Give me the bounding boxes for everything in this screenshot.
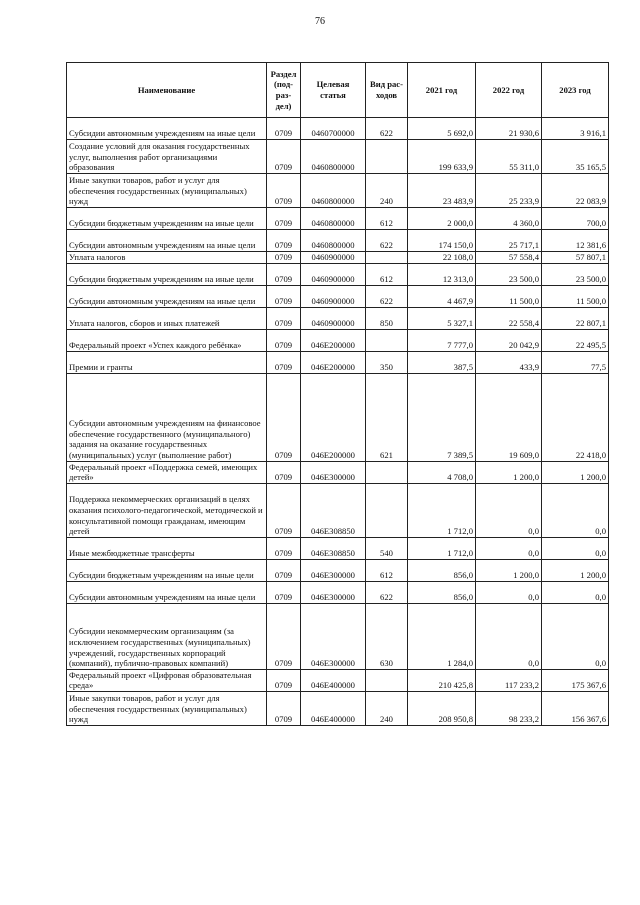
cell-2022: 1 200,0 xyxy=(476,559,542,581)
cell-2023: 1 200,0 xyxy=(542,461,609,483)
cell-2021: 856,0 xyxy=(408,581,476,603)
table-row xyxy=(67,252,609,264)
cell-name: Иные межбюджетные трансферты xyxy=(67,537,267,559)
cell-name: Субсидии бюджетным учреждениям на иные цели xyxy=(67,263,267,285)
table-row xyxy=(67,285,609,307)
cell-name: Субсидии автономным учреждениям на иные цели xyxy=(67,118,267,140)
cell-2022: 23 500,0 xyxy=(476,263,542,285)
cell-2023: 156 367,6 xyxy=(542,691,609,725)
cell-expense: 612 xyxy=(366,208,408,230)
cell-target: 0460900000 xyxy=(301,252,366,264)
cell-2022: 21 930,6 xyxy=(476,118,542,140)
cell-expense xyxy=(366,461,408,483)
cell-2021: 1 712,0 xyxy=(408,537,476,559)
cell-2022: 98 233,2 xyxy=(476,691,542,725)
cell-target: 046E300000 xyxy=(301,581,366,603)
cell-2021: 23 483,9 xyxy=(408,174,476,208)
cell-target: 046E308850 xyxy=(301,537,366,559)
table-row xyxy=(67,581,609,603)
cell-2021: 1 712,0 xyxy=(408,483,476,537)
cell-2023: 175 367,6 xyxy=(542,669,609,691)
cell-2022: 25 717,1 xyxy=(476,230,542,252)
cell-2023: 22 418,0 xyxy=(542,373,609,461)
cell-name: Премии и гранты xyxy=(67,351,267,373)
cell-2021: 174 150,0 xyxy=(408,230,476,252)
cell-section: 0709 xyxy=(267,307,301,329)
cell-expense: 240 xyxy=(366,174,408,208)
table-row xyxy=(67,691,609,725)
cell-2021: 4 467,9 xyxy=(408,285,476,307)
cell-name: Субсидии автономным учреждениям на финансовое обеспечение государственного (муниципального) задания на оказание государственных (муниципальных) услуг (выполнение работ) xyxy=(67,373,267,461)
cell-2022: 22 558,4 xyxy=(476,307,542,329)
cell-name: Уплата налогов xyxy=(67,252,267,264)
cell-2023: 3 916,1 xyxy=(542,118,609,140)
cell-expense xyxy=(366,329,408,351)
cell-expense: 621 xyxy=(366,373,408,461)
cell-2022: 57 558,4 xyxy=(476,252,542,264)
cell-2023: 22 807,1 xyxy=(542,307,609,329)
cell-name: Субсидии бюджетным учреждениям на иные цели xyxy=(67,208,267,230)
cell-section: 0709 xyxy=(267,351,301,373)
cell-2021: 7 389,5 xyxy=(408,373,476,461)
cell-section: 0709 xyxy=(267,483,301,537)
cell-section: 0709 xyxy=(267,118,301,140)
header-target: Целевая статья xyxy=(301,63,366,118)
cell-2022: 0,0 xyxy=(476,603,542,669)
header-section: Раздел (под-раз-дел) xyxy=(267,63,301,118)
cell-target: 046E300000 xyxy=(301,559,366,581)
cell-section: 0709 xyxy=(267,285,301,307)
cell-2021: 1 284,0 xyxy=(408,603,476,669)
cell-2021: 2 000,0 xyxy=(408,208,476,230)
cell-target: 0460700000 xyxy=(301,118,366,140)
cell-section: 0709 xyxy=(267,230,301,252)
cell-section: 0709 xyxy=(267,208,301,230)
cell-section: 0709 xyxy=(267,461,301,483)
cell-2022: 0,0 xyxy=(476,537,542,559)
cell-2023: 22 083,9 xyxy=(542,174,609,208)
table-row xyxy=(67,307,609,329)
cell-section: 0709 xyxy=(267,174,301,208)
table-row xyxy=(67,559,609,581)
cell-target: 0460800000 xyxy=(301,174,366,208)
cell-2023: 57 807,1 xyxy=(542,252,609,264)
cell-section: 0709 xyxy=(267,537,301,559)
cell-2023: 1 200,0 xyxy=(542,559,609,581)
cell-2022: 433,9 xyxy=(476,351,542,373)
cell-target: 0460800000 xyxy=(301,208,366,230)
page-number: 76 xyxy=(315,16,325,27)
cell-2022: 0,0 xyxy=(476,581,542,603)
cell-2022: 0,0 xyxy=(476,483,542,537)
cell-2022: 4 360,0 xyxy=(476,208,542,230)
cell-2021: 856,0 xyxy=(408,559,476,581)
table-row xyxy=(67,461,609,483)
table-row xyxy=(67,351,609,373)
cell-expense: 622 xyxy=(366,230,408,252)
cell-expense: 240 xyxy=(366,691,408,725)
cell-target: 0460900000 xyxy=(301,307,366,329)
cell-2021: 208 950,8 xyxy=(408,691,476,725)
cell-target: 046E300000 xyxy=(301,461,366,483)
cell-name: Субсидии автономным учреждениям на иные цели xyxy=(67,285,267,307)
budget-table xyxy=(66,62,609,726)
cell-name: Федеральный проект «Поддержка семей, имеющих детей» xyxy=(67,461,267,483)
cell-2022: 25 233,9 xyxy=(476,174,542,208)
cell-2021: 4 708,0 xyxy=(408,461,476,483)
cell-section: 0709 xyxy=(267,603,301,669)
header-2022: 2022 год xyxy=(476,63,542,118)
cell-section: 0709 xyxy=(267,373,301,461)
cell-2023: 0,0 xyxy=(542,537,609,559)
cell-target: 046E400000 xyxy=(301,669,366,691)
cell-expense xyxy=(366,669,408,691)
cell-2022: 20 042,9 xyxy=(476,329,542,351)
cell-target: 046E300000 xyxy=(301,603,366,669)
cell-expense: 612 xyxy=(366,559,408,581)
cell-section: 0709 xyxy=(267,140,301,174)
cell-expense: 850 xyxy=(366,307,408,329)
cell-section: 0709 xyxy=(267,691,301,725)
cell-expense: 622 xyxy=(366,285,408,307)
cell-name: Поддержка некоммерческих организаций в целях оказания психолого-педагогической, методической и консультативной помощи гражданам, имеющим детей xyxy=(67,483,267,537)
table-row xyxy=(67,603,609,669)
cell-section: 0709 xyxy=(267,669,301,691)
cell-expense: 622 xyxy=(366,581,408,603)
table-row xyxy=(67,537,609,559)
cell-2021: 12 313,0 xyxy=(408,263,476,285)
cell-2023: 12 381,6 xyxy=(542,230,609,252)
cell-expense: 540 xyxy=(366,537,408,559)
cell-target: 0460800000 xyxy=(301,230,366,252)
table-row xyxy=(67,329,609,351)
cell-2023: 0,0 xyxy=(542,581,609,603)
table-row xyxy=(67,140,609,174)
cell-expense: 612 xyxy=(366,263,408,285)
cell-section: 0709 xyxy=(267,581,301,603)
cell-target: 046E200000 xyxy=(301,373,366,461)
cell-target: 0460900000 xyxy=(301,263,366,285)
cell-2022: 11 500,0 xyxy=(476,285,542,307)
cell-name: Создание условий для оказания государственных услуг, выполнения работ организациями образования xyxy=(67,140,267,174)
header-2023: 2023 год xyxy=(542,63,609,118)
table-header-row xyxy=(67,63,609,118)
cell-target: 046E308850 xyxy=(301,483,366,537)
cell-expense: 350 xyxy=(366,351,408,373)
cell-section: 0709 xyxy=(267,252,301,264)
cell-2023: 77,5 xyxy=(542,351,609,373)
cell-target: 0460900000 xyxy=(301,285,366,307)
table-row xyxy=(67,118,609,140)
cell-name: Субсидии автономным учреждениям на иные цели xyxy=(67,581,267,603)
table-row xyxy=(67,263,609,285)
cell-2021: 210 425,8 xyxy=(408,669,476,691)
cell-2021: 199 633,9 xyxy=(408,140,476,174)
cell-name: Иные закупки товаров, работ и услуг для обеспечения государственных (муниципальных) нужд xyxy=(67,691,267,725)
cell-2021: 387,5 xyxy=(408,351,476,373)
cell-section: 0709 xyxy=(267,329,301,351)
cell-target: 0460800000 xyxy=(301,140,366,174)
cell-name: Субсидии бюджетным учреждениям на иные цели xyxy=(67,559,267,581)
cell-expense xyxy=(366,252,408,264)
cell-2023: 0,0 xyxy=(542,483,609,537)
header-expense: Вид рас-ходов xyxy=(366,63,408,118)
cell-name: Иные закупки товаров, работ и услуг для обеспечения государственных (муниципальных) нужд xyxy=(67,174,267,208)
cell-name: Субсидии автономным учреждениям на иные цели xyxy=(67,230,267,252)
cell-2021: 7 777,0 xyxy=(408,329,476,351)
cell-2023: 35 165,5 xyxy=(542,140,609,174)
table-row xyxy=(67,208,609,230)
header-name: Наименование xyxy=(67,63,267,118)
cell-2023: 700,0 xyxy=(542,208,609,230)
cell-section: 0709 xyxy=(267,263,301,285)
cell-target: 046E400000 xyxy=(301,691,366,725)
cell-name: Федеральный проект «Успех каждого ребёнка» xyxy=(67,329,267,351)
cell-2021: 5 327,1 xyxy=(408,307,476,329)
table-row xyxy=(67,230,609,252)
table-row xyxy=(67,483,609,537)
cell-2023: 22 495,5 xyxy=(542,329,609,351)
table-row xyxy=(67,669,609,691)
cell-name: Федеральный проект «Цифровая образовательная среда» xyxy=(67,669,267,691)
cell-2022: 1 200,0 xyxy=(476,461,542,483)
header-2021: 2021 год xyxy=(408,63,476,118)
cell-section: 0709 xyxy=(267,559,301,581)
cell-expense xyxy=(366,483,408,537)
cell-2022: 19 609,0 xyxy=(476,373,542,461)
cell-expense xyxy=(366,140,408,174)
cell-2021: 5 692,0 xyxy=(408,118,476,140)
cell-name: Уплата налогов, сборов и иных платежей xyxy=(67,307,267,329)
table-row xyxy=(67,373,609,461)
cell-target: 046E200000 xyxy=(301,351,366,373)
cell-expense: 622 xyxy=(366,118,408,140)
cell-2022: 55 311,0 xyxy=(476,140,542,174)
cell-2023: 11 500,0 xyxy=(542,285,609,307)
cell-name: Субсидии некоммерческим организациям (за исключением государственных (муниципальных) учреждений, государственных корпораций (компаний), публично-правовых компаний) xyxy=(67,603,267,669)
cell-2023: 0,0 xyxy=(542,603,609,669)
cell-2021: 22 108,0 xyxy=(408,252,476,264)
cell-target: 046E200000 xyxy=(301,329,366,351)
cell-2023: 23 500,0 xyxy=(542,263,609,285)
cell-2022: 117 233,2 xyxy=(476,669,542,691)
cell-expense: 630 xyxy=(366,603,408,669)
table-row xyxy=(67,174,609,208)
